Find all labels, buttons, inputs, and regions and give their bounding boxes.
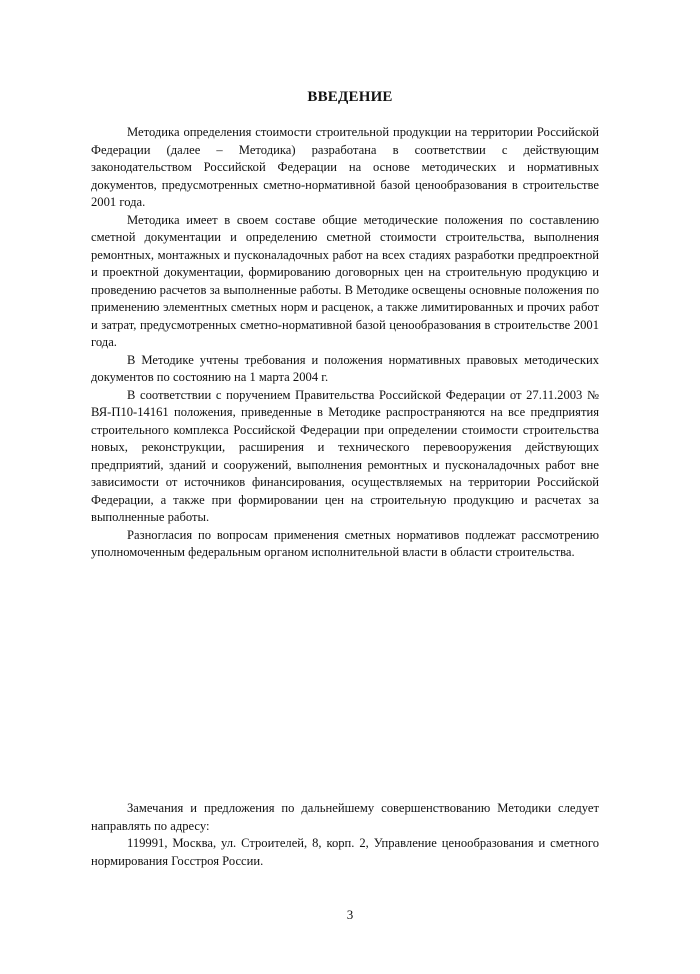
paragraph-disputes: Разногласия по вопросам применения сметных нормативов подлежат рассмотрению уполномоченным федеральным органом исполнительной власти в области строительства.	[91, 527, 599, 559]
paragraph-purpose: Методика определения стоимости строительной продукции на территории Российской Федерации (далее – Методика) разработана в соответствии с действующим законодательством Российской Федерации на основе методических и нормативных документов, предусмотренных сметно-нормативной базой ценообразования в строительстве 2001 года.	[91, 125, 599, 209]
paragraph-contents: Методика имеет в своем составе общие методические положения по составлению сметной документации и определению сметной стоимости строительства, выполнения ремонтных, монтажных и пусконаладочных работ на всех стадиях разработки предпроектной и проектной документации, формированию договорных цен на строительную продукцию и проведению расчетов за выполненные работы. В Методике освещены основные положения по применению элементных сметных норм и расценок, а также лимитированных и прочих работ и затрат, предусмотренных сметно-нормативной базой ценообразования в строительстве 2001 года.	[91, 212, 599, 349]
paragraph-scope: В соответствии с поручением Правительства Российской Федерации от 27.11.2003 № ВЯ-П10-14161 положения, приведенные в Методике распространяются на все предприятия строительного комплекса Российской Федерации при определении стоимости строительства новых, реконструкции, расширения и технического перевооружения действующих предприятий, зданий и сооружений, выполнения ремонтных и пусконаладочных работ вне зависимости от источников финансирования, осуществляемых на территории Российской Федерации, а также при формировании цен на строительную продукцию и расчетах за выполненные работы.	[91, 387, 599, 524]
page-number: 3	[346, 907, 354, 922]
address-paragraph: 119991, Москва, ул. Строителей, 8, корп. 2, Управление ценообразования и сметного нормирования Госстроя России.	[91, 836, 599, 868]
feedback-section	[91, 800, 599, 870]
introduction-body	[91, 124, 599, 562]
paragraph-requirements: В Методике учтены требования и положения нормативных правовых методических документов по состоянию на 1 марта 2004 г.	[91, 352, 599, 384]
page-title: ВВЕДЕНИЕ	[307, 89, 393, 105]
feedback-paragraph: Замечания и предложения по дальнейшему совершенствованию Методики следует направлять по адресу:	[91, 801, 599, 833]
